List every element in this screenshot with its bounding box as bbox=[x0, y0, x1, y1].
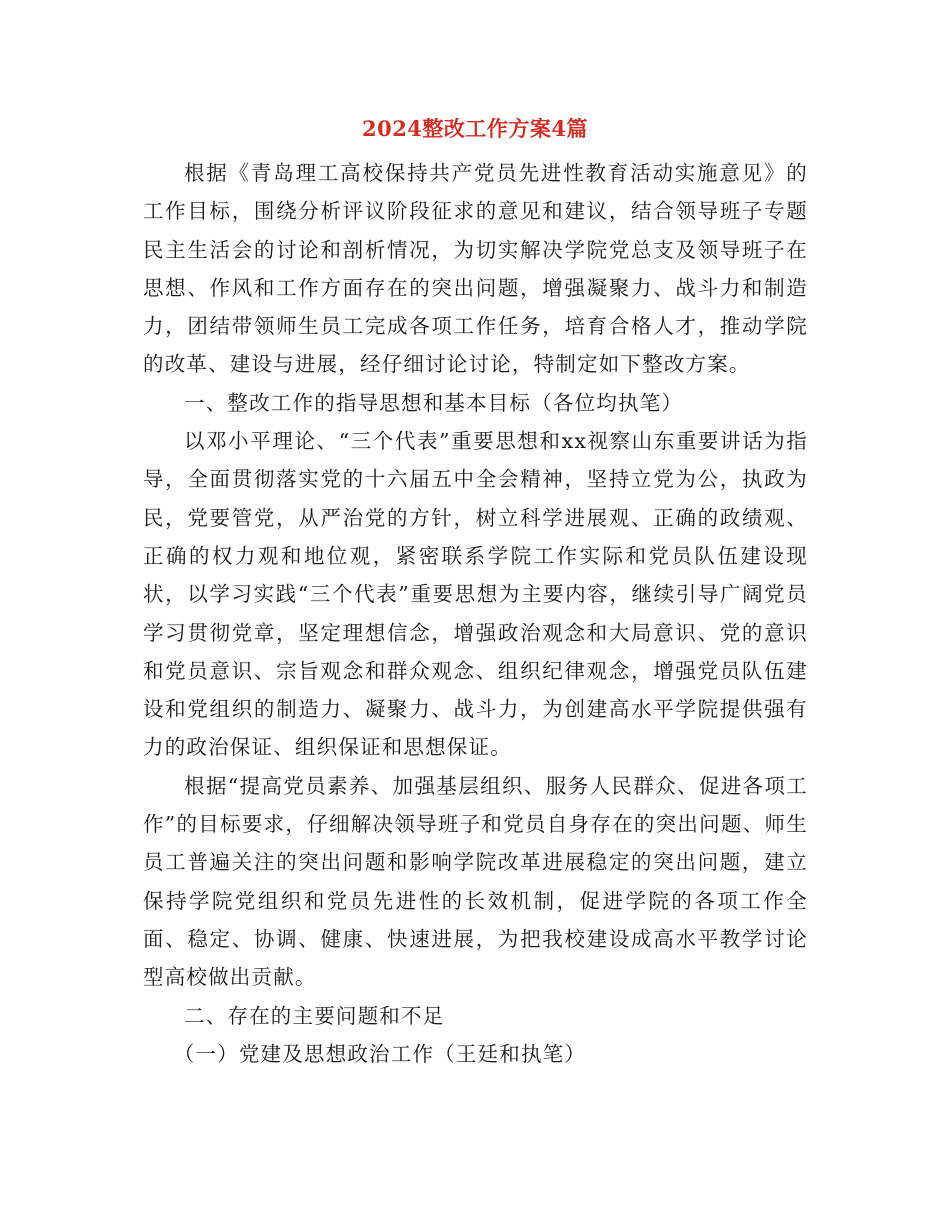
paragraph-guiding-ideology: 以邓小平理论、“三个代表”重要思想和xx视察山东重要讲话为指导，全面贯彻落实党的十六届五中全会精神，坚持立党为公，执政为民，党要管党，从严治党的方针，树立科学进展观、正确的政绩观、正确的权力观和地位观，紧密联系学院工作实际和党员队伍建设现状，以学习实践“三个代表”重要思想为主要内容，继续引导广阔党员学习贯彻党章，坚定理想信念，增强政治观念和大局意识、党的意识和党员意识、宗旨观念和群众观念、组织纪律观念，增强党员队伍建设和党组织的制造力、凝聚力、战斗力，为创建高水平学院提供强有力的政治保证、组织保证和思想保证。 bbox=[143, 429, 808, 760]
section-heading-main-problems: 二、存在的主要问题和不足 bbox=[184, 1003, 445, 1028]
paragraph-intro: 根据《青岛理工高校保持共产党员先进性教育活动实施意见》的工作目标，围绕分析评议阶段征求的意见和建议，结合领导班子专题民主生活会的讨论和剖析情况，为切实解决学院党总支及领导班子在思想、作风和工作方面存在的突出问题，增强凝聚力、战斗力和制造力，团结带领师生员工完成各项工作任务，培育合格人才，推动学院的改革、建设与进展，经仔细讨论讨论，特制定如下整改方案。 bbox=[143, 161, 808, 377]
paragraph-goals: 根据“提高党员素养、加强基层组织、服务人民群众、促进各项工作”的目标要求，仔细解决领导班子和党员自身存在的突出问题、师生员工普遍关注的突出问题和影响学院改革进展稳定的突出问题，建立保持学院党组织和党员先进性的长效机制，促进学院的各项工作全面、稳定、协调、健康、快速进展，为把我校建设成高水平教学讨论型高校做出贡献。 bbox=[143, 773, 808, 990]
document-title: 2024整改工作方案4篇 bbox=[361, 116, 589, 141]
subsection-heading-party-building: （一）党建及思想政治工作（王廷和执笔） bbox=[173, 1041, 587, 1066]
section-heading-guiding-ideology: 一、整改工作的指导思想和基本目标（各位均执笔） bbox=[184, 390, 684, 415]
document-body bbox=[143, 154, 808, 1073]
